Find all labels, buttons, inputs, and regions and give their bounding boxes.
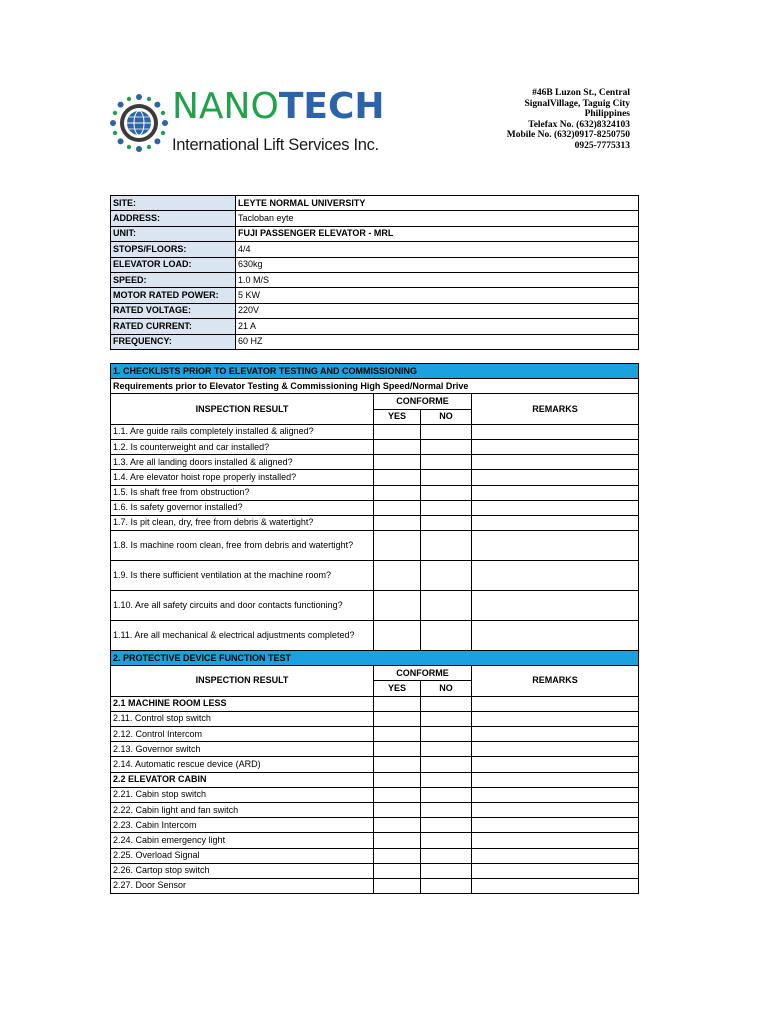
section2-title: 2. PROTECTIVE DEVICE FUNCTION TEST bbox=[111, 651, 639, 666]
yes-cell[interactable] bbox=[374, 863, 421, 878]
checklist-row bbox=[111, 878, 639, 893]
remarks-cell[interactable] bbox=[472, 818, 639, 833]
info-value[interactable]: 4/4 bbox=[236, 242, 639, 257]
contact-line: SignalVillage, Taguig City bbox=[524, 98, 630, 109]
yes-cell[interactable] bbox=[374, 802, 421, 817]
remarks-cell[interactable] bbox=[472, 500, 639, 515]
contact-line: 0925-7775313 bbox=[574, 140, 630, 151]
brand-name bbox=[172, 86, 385, 127]
remarks-cell[interactable] bbox=[472, 561, 639, 591]
checklist-item-text: 2.27. Door Sensor bbox=[111, 878, 374, 893]
checklist-row bbox=[111, 591, 639, 621]
col-conforme: CONFORME bbox=[374, 666, 472, 681]
no-cell[interactable] bbox=[421, 802, 472, 817]
yes-cell[interactable] bbox=[374, 455, 421, 470]
remarks-cell[interactable] bbox=[472, 470, 639, 485]
info-value[interactable]: Tacloban eyte bbox=[236, 211, 639, 226]
yes-cell[interactable] bbox=[374, 818, 421, 833]
gear-globe-icon bbox=[108, 92, 170, 154]
remarks-cell[interactable] bbox=[472, 696, 639, 711]
checklist-item-text: 2.26. Cartop stop switch bbox=[111, 863, 374, 878]
checklist-item-text: 2.11. Control stop switch bbox=[111, 711, 374, 726]
remarks-cell[interactable] bbox=[472, 711, 639, 726]
info-label: RATED CURRENT: bbox=[111, 319, 236, 334]
checklist-item-text: 1.9. Is there sufficient ventilation at the machine room? bbox=[111, 561, 374, 591]
remarks-cell[interactable] bbox=[472, 485, 639, 500]
checklist-item-text: 1.7. Is pit clean, dry, free from debris & watertight? bbox=[111, 515, 374, 530]
checklist-table bbox=[110, 363, 639, 894]
remarks-cell[interactable] bbox=[472, 727, 639, 742]
checklist-item-text: 2.25. Overload Signal bbox=[111, 848, 374, 863]
col-remarks: REMARKS bbox=[472, 666, 639, 696]
info-row bbox=[111, 242, 639, 257]
section2-header-row bbox=[111, 666, 639, 681]
checklist-row bbox=[111, 621, 639, 651]
remarks-cell[interactable] bbox=[472, 802, 639, 817]
contact-block bbox=[507, 88, 630, 151]
info-label: ELEVATOR LOAD: bbox=[111, 257, 236, 272]
checklist-row bbox=[111, 818, 639, 833]
brand-part1: NANO bbox=[172, 86, 279, 127]
section1-title: 1. CHECKLISTS PRIOR TO ELEVATOR TESTING AND COMMISSIONING bbox=[111, 364, 639, 379]
contact-line: Mobile No. (632)0917-8250750 bbox=[506, 130, 630, 140]
company-logo bbox=[108, 86, 408, 162]
col-conforme: CONFORME bbox=[374, 394, 472, 409]
remarks-cell[interactable] bbox=[472, 439, 639, 454]
info-row bbox=[111, 288, 639, 303]
remarks-cell[interactable] bbox=[472, 787, 639, 802]
checklist-item-text: 1.5. Is shaft free from obstruction? bbox=[111, 485, 374, 500]
info-value[interactable]: 630kg bbox=[236, 257, 639, 272]
info-row bbox=[111, 226, 639, 241]
remarks-cell[interactable] bbox=[472, 863, 639, 878]
yes-cell[interactable] bbox=[374, 621, 421, 651]
checklist-row bbox=[111, 802, 639, 817]
no-cell[interactable] bbox=[421, 863, 472, 878]
section2-title-row bbox=[111, 651, 639, 666]
remarks-cell[interactable] bbox=[472, 833, 639, 848]
contact-line: Telefax No. (632)8324103 bbox=[528, 119, 630, 130]
no-cell[interactable] bbox=[421, 878, 472, 893]
checklist-item-text: 2.14. Automatic rescue device (ARD) bbox=[111, 757, 374, 772]
checklist-row bbox=[111, 455, 639, 470]
yes-cell[interactable] bbox=[374, 439, 421, 454]
info-value[interactable]: 220V bbox=[236, 303, 639, 318]
checklist-row bbox=[111, 531, 639, 561]
remarks-cell[interactable] bbox=[472, 742, 639, 757]
checklist-item-text: 1.4. Are elevator hoist rope properly installed? bbox=[111, 470, 374, 485]
remarks-cell[interactable] bbox=[472, 757, 639, 772]
col-inspection-result: INSPECTION RESULT bbox=[111, 394, 374, 424]
checklist-item-text: 2.23. Cabin Intercom bbox=[111, 818, 374, 833]
checklist-row bbox=[111, 439, 639, 454]
yes-cell[interactable] bbox=[374, 878, 421, 893]
info-value[interactable]: 60 HZ bbox=[236, 334, 639, 349]
checklist-row bbox=[111, 787, 639, 802]
remarks-cell[interactable] bbox=[472, 878, 639, 893]
info-label: SITE: bbox=[111, 196, 236, 211]
remarks-cell[interactable] bbox=[472, 848, 639, 863]
checklist-row bbox=[111, 757, 639, 772]
section1-subtitle-row bbox=[111, 379, 639, 394]
remarks-cell[interactable] bbox=[472, 515, 639, 530]
yes-cell[interactable] bbox=[374, 757, 421, 772]
no-cell[interactable] bbox=[421, 470, 472, 485]
yes-cell[interactable] bbox=[374, 772, 421, 787]
info-label: RATED VOLTAGE: bbox=[111, 303, 236, 318]
yes-cell[interactable] bbox=[374, 711, 421, 726]
checklist-item-text: 2.13. Governor switch bbox=[111, 742, 374, 757]
checklist-group-heading: 2.2 ELEVATOR CABIN bbox=[111, 772, 374, 787]
checklist-group-heading: 2.1 MACHINE ROOM LESS bbox=[111, 696, 374, 711]
no-cell[interactable] bbox=[421, 787, 472, 802]
checklist-item-text: 1.8. Is machine room clean, free from debris and watertight? bbox=[111, 531, 374, 561]
col-yes: YES bbox=[374, 681, 421, 696]
yes-cell[interactable] bbox=[374, 848, 421, 863]
checklist-item-text: 1.6. Is safety governor installed? bbox=[111, 500, 374, 515]
info-label: SPEED: bbox=[111, 272, 236, 287]
yes-cell[interactable] bbox=[374, 787, 421, 802]
no-cell[interactable] bbox=[421, 772, 472, 787]
col-no: NO bbox=[421, 409, 472, 424]
no-cell[interactable] bbox=[421, 742, 472, 757]
section1-subtitle: Requirements prior to Elevator Testing & Commissioning High Speed/Normal Drive bbox=[111, 379, 639, 394]
info-row bbox=[111, 196, 639, 211]
checklist-row bbox=[111, 742, 639, 757]
checklist-item-text: 2.12. Control Intercom bbox=[111, 727, 374, 742]
checklist-item-text: 1.10. Are all safety circuits and door contacts functioning? bbox=[111, 591, 374, 621]
yes-cell[interactable] bbox=[374, 591, 421, 621]
brand-part2: TECH bbox=[278, 86, 385, 127]
contact-line: #46B Luzon St., Central bbox=[532, 88, 630, 98]
no-cell[interactable] bbox=[421, 515, 472, 530]
info-value[interactable]: FUJI PASSENGER ELEVATOR - MRL bbox=[236, 226, 639, 241]
checklist-row bbox=[111, 727, 639, 742]
brand-subtitle: International Lift Services Inc. bbox=[172, 136, 379, 154]
checklist-row bbox=[111, 485, 639, 500]
checklist-row bbox=[111, 848, 639, 863]
info-value[interactable]: 5 KW bbox=[236, 288, 639, 303]
no-cell[interactable] bbox=[421, 696, 472, 711]
no-cell[interactable] bbox=[421, 833, 472, 848]
remarks-cell[interactable] bbox=[472, 531, 639, 561]
yes-cell[interactable] bbox=[374, 500, 421, 515]
checklist-item-text: 1.3. Are all landing doors installed & aligned? bbox=[111, 455, 374, 470]
info-label: STOPS/FLOORS: bbox=[111, 242, 236, 257]
info-row bbox=[111, 211, 639, 226]
checklist-item-text: 1.11. Are all mechanical & electrical adjustments completed? bbox=[111, 621, 374, 651]
remarks-cell[interactable] bbox=[472, 424, 639, 439]
yes-cell[interactable] bbox=[374, 833, 421, 848]
section1-header-row bbox=[111, 394, 639, 409]
checklist-item-text: 2.21. Cabin stop switch bbox=[111, 787, 374, 802]
no-cell[interactable] bbox=[421, 757, 472, 772]
no-cell[interactable] bbox=[421, 439, 472, 454]
info-row bbox=[111, 303, 639, 318]
no-cell[interactable] bbox=[421, 424, 472, 439]
unit-info-table bbox=[110, 195, 639, 350]
no-cell[interactable] bbox=[421, 818, 472, 833]
yes-cell[interactable] bbox=[374, 727, 421, 742]
info-row bbox=[111, 334, 639, 349]
info-value[interactable]: LEYTE NORMAL UNIVERSITY bbox=[236, 196, 639, 211]
no-cell[interactable] bbox=[421, 591, 472, 621]
checklist-row bbox=[111, 500, 639, 515]
col-no: NO bbox=[421, 681, 472, 696]
checklist-row bbox=[111, 470, 639, 485]
remarks-cell[interactable] bbox=[472, 621, 639, 651]
info-value[interactable]: 1.0 M/S bbox=[236, 272, 639, 287]
info-row bbox=[111, 257, 639, 272]
yes-cell[interactable] bbox=[374, 696, 421, 711]
info-value[interactable]: 21 A bbox=[236, 319, 639, 334]
section1-title-row bbox=[111, 364, 639, 379]
checklist-row bbox=[111, 863, 639, 878]
yes-cell[interactable] bbox=[374, 742, 421, 757]
info-row bbox=[111, 319, 639, 334]
no-cell[interactable] bbox=[421, 848, 472, 863]
col-inspection-result: INSPECTION RESULT bbox=[111, 666, 374, 696]
no-cell[interactable] bbox=[421, 561, 472, 591]
yes-cell[interactable] bbox=[374, 470, 421, 485]
no-cell[interactable] bbox=[421, 531, 472, 561]
no-cell[interactable] bbox=[421, 455, 472, 470]
info-label: ADDRESS: bbox=[111, 211, 236, 226]
yes-cell[interactable] bbox=[374, 424, 421, 439]
no-cell[interactable] bbox=[421, 500, 472, 515]
info-label: FREQUENCY: bbox=[111, 334, 236, 349]
checklist-item-text: 2.22. Cabin light and fan switch bbox=[111, 802, 374, 817]
contact-line: Philippines bbox=[584, 109, 630, 119]
checklist-row bbox=[111, 424, 639, 439]
checklist-item-text: 1.2. Is counterweight and car installed? bbox=[111, 439, 374, 454]
checklist-row bbox=[111, 711, 639, 726]
info-label: UNIT: bbox=[111, 226, 236, 241]
checklist-row bbox=[111, 772, 639, 787]
checklist-row bbox=[111, 833, 639, 848]
yes-cell[interactable] bbox=[374, 515, 421, 530]
yes-cell[interactable] bbox=[374, 561, 421, 591]
checklist-item-text: 2.24. Cabin emergency light bbox=[111, 833, 374, 848]
info-row bbox=[111, 272, 639, 287]
remarks-cell[interactable] bbox=[472, 591, 639, 621]
col-yes: YES bbox=[374, 409, 421, 424]
checklist-row bbox=[111, 696, 639, 711]
no-cell[interactable] bbox=[421, 727, 472, 742]
no-cell[interactable] bbox=[421, 711, 472, 726]
checklist-item-text: 1.1. Are guide rails completely installed & aligned? bbox=[111, 424, 374, 439]
no-cell[interactable] bbox=[421, 621, 472, 651]
yes-cell[interactable] bbox=[374, 531, 421, 561]
checklist-row bbox=[111, 561, 639, 591]
checklist-row bbox=[111, 515, 639, 530]
remarks-cell[interactable] bbox=[472, 772, 639, 787]
remarks-cell[interactable] bbox=[472, 455, 639, 470]
no-cell[interactable] bbox=[421, 485, 472, 500]
yes-cell[interactable] bbox=[374, 485, 421, 500]
col-remarks: REMARKS bbox=[472, 394, 639, 424]
info-label: MOTOR RATED POWER: bbox=[111, 288, 236, 303]
